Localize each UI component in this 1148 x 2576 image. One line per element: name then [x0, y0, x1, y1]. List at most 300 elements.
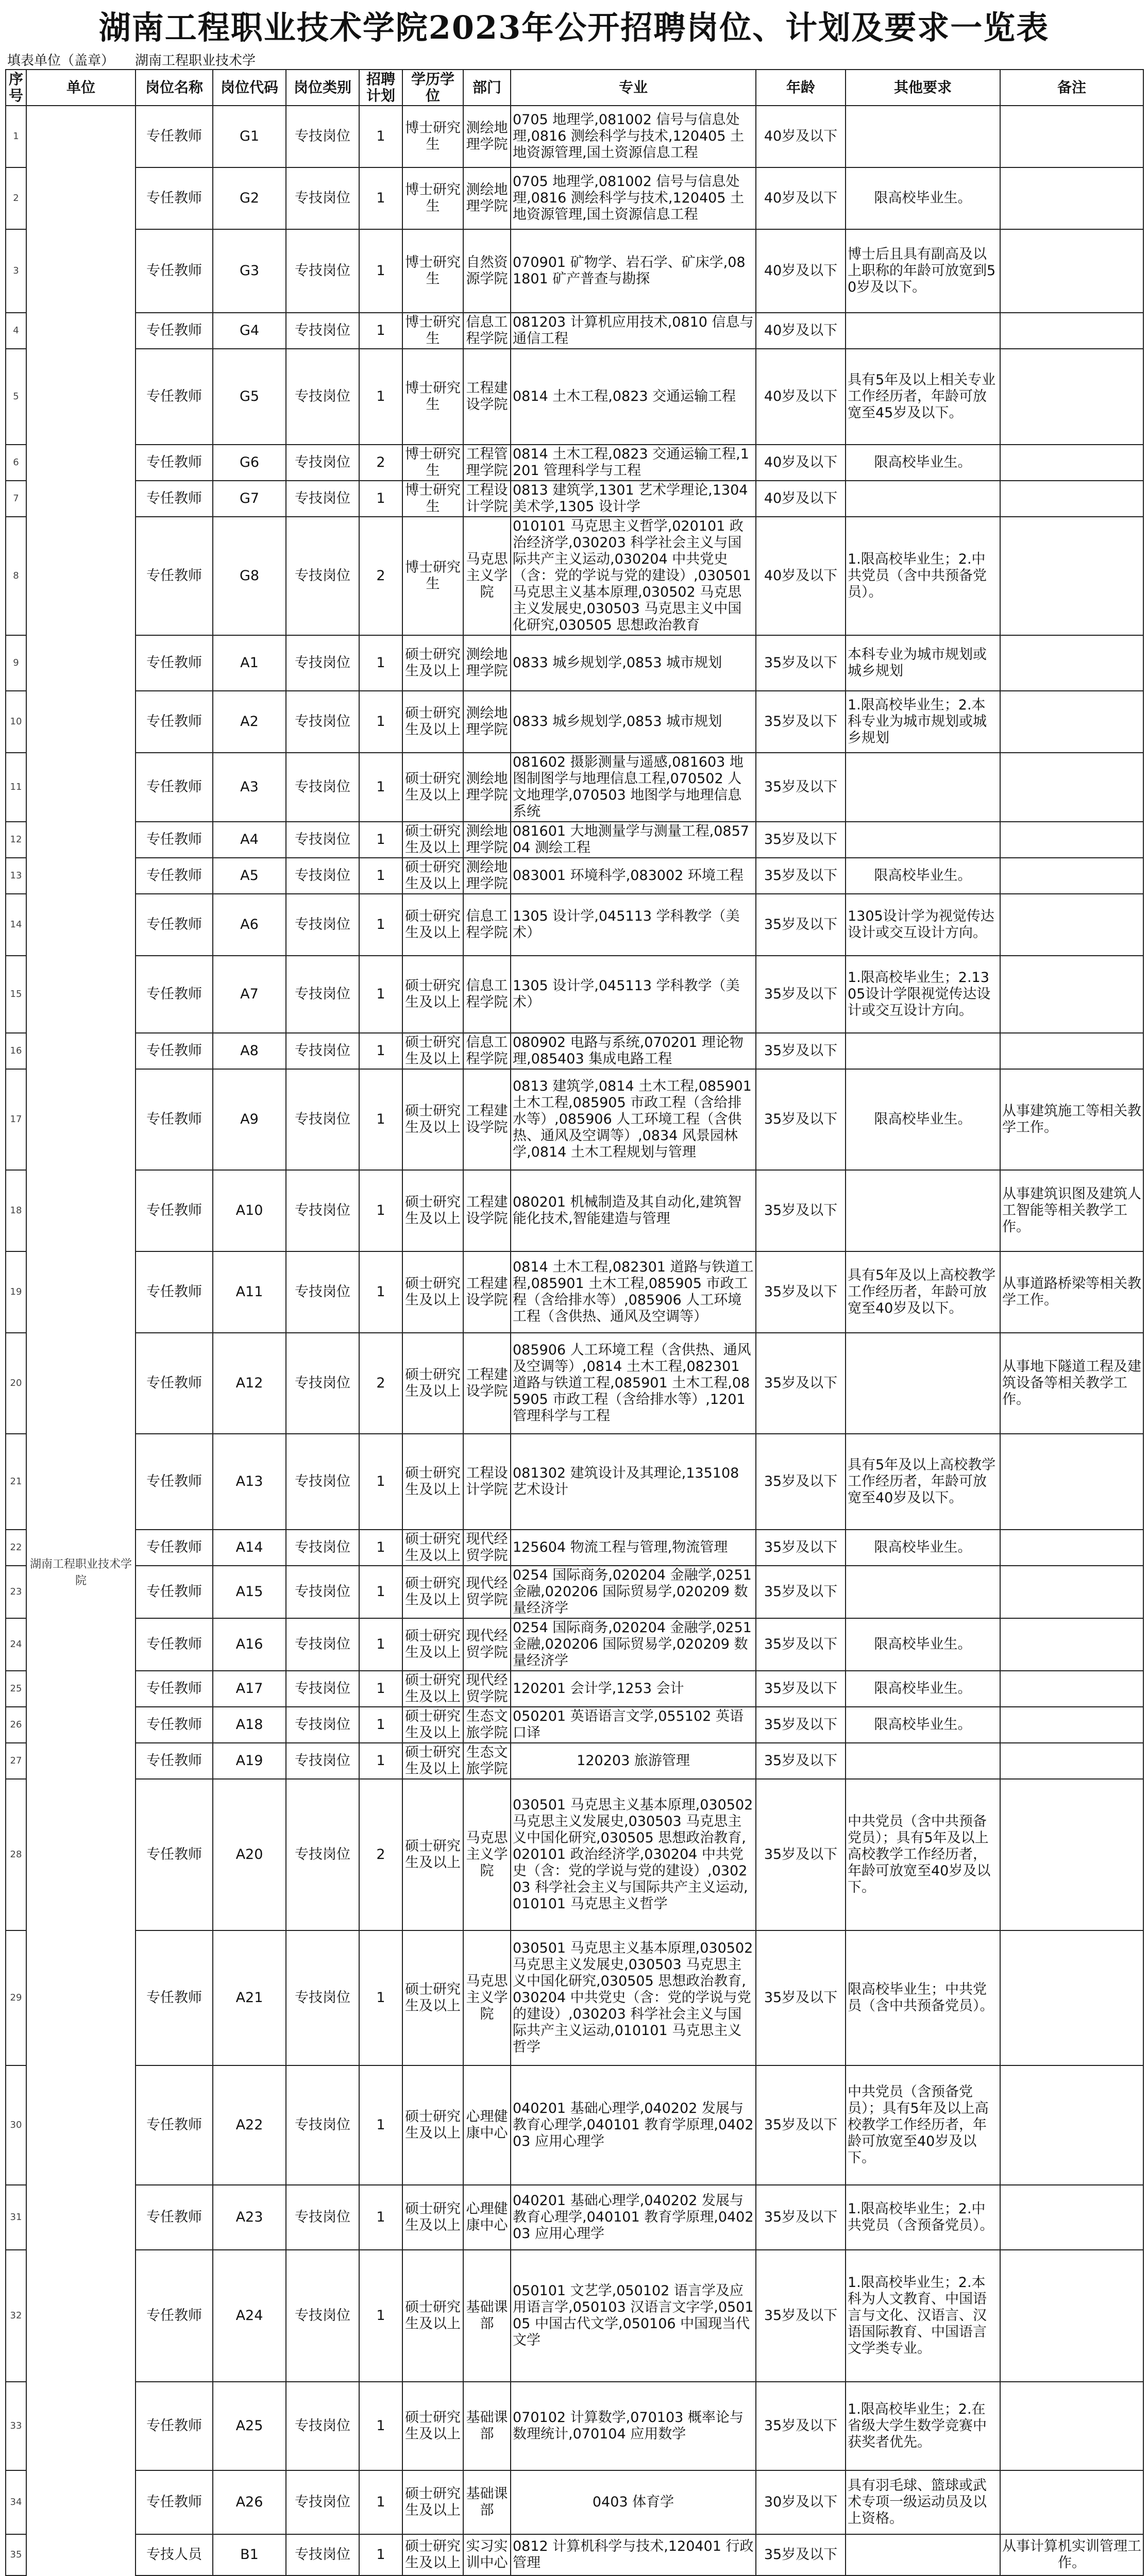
cell-no: 2: [6, 167, 26, 229]
cell-major: 081601 大地测量学与测量工程,085704 测绘工程: [511, 822, 756, 858]
cell-req: [846, 1333, 1000, 1434]
cell-cat: 专技岗位: [286, 1170, 359, 1251]
cell-plan: 1: [359, 1069, 402, 1170]
cell-code: A9: [213, 1069, 286, 1170]
cell-plan: 1: [359, 1170, 402, 1251]
cell-code: A21: [213, 1930, 286, 2065]
cell-degree: 硕士研究生及以上: [402, 635, 463, 691]
cell-name: 专任教师: [136, 106, 213, 167]
cell-plan: 1: [359, 1618, 402, 1671]
cell-degree: 博士研究生: [402, 481, 463, 517]
cell-name: 专任教师: [136, 2065, 213, 2185]
cell-dept: 测绘地理学院: [463, 691, 511, 753]
cell-dept: 马克思主义学院: [463, 1930, 511, 2065]
cell-degree: 硕士研究生及以上: [402, 1930, 463, 2065]
cell-name: 专任教师: [136, 349, 213, 445]
cell-note: [1000, 1743, 1143, 1779]
cell-name: 专任教师: [136, 858, 213, 894]
cell-code: A7: [213, 956, 286, 1033]
cell-age: 35岁及以下: [756, 858, 846, 894]
cell-req: 1.限高校毕业生；2.本科专业为城市规划或城乡规划: [846, 691, 1000, 753]
cell-degree: 硕士研究生及以上: [402, 2470, 463, 2534]
cell-age: 35岁及以下: [756, 1779, 846, 1930]
cell-code: A4: [213, 822, 286, 858]
cell-name: 专任教师: [136, 1779, 213, 1930]
cell-dept: 心理健康中心: [463, 2185, 511, 2250]
cell-dept: 基础课部: [463, 2250, 511, 2382]
cell-cat: 专技岗位: [286, 822, 359, 858]
table-row: [6, 956, 1143, 1033]
cell-code: G5: [213, 349, 286, 445]
cell-degree: 硕士研究生及以上: [402, 1671, 463, 1707]
cell-cat: 专技岗位: [286, 894, 359, 956]
cell-plan: 1: [359, 822, 402, 858]
cell-req: [846, 822, 1000, 858]
cell-cat: 专技岗位: [286, 1707, 359, 1743]
cell-major: 081302 建筑设计及其理论,135108 艺术设计: [511, 1434, 756, 1530]
cell-degree: 硕士研究生及以上: [402, 691, 463, 753]
cell-degree: 硕士研究生及以上: [402, 1743, 463, 1779]
cell-cat: 专技岗位: [286, 1434, 359, 1530]
cell-name: 专任教师: [136, 1671, 213, 1707]
cell-cat: 专技岗位: [286, 2250, 359, 2382]
cell-degree: 硕士研究生及以上: [402, 956, 463, 1033]
cell-note: 从事道路桥梁等相关教学工作。: [1000, 1251, 1143, 1333]
cell-age: 35岁及以下: [756, 1618, 846, 1671]
cell-note: [1000, 229, 1143, 313]
cell-no: 12: [6, 822, 26, 858]
cell-cat: 专技岗位: [286, 2470, 359, 2534]
cell-name: 专任教师: [136, 167, 213, 229]
unit-value: 湖南工程职业技术学: [135, 53, 256, 69]
cell-major: 081203 计算机应用技术,0810 信息与通信工程: [511, 313, 756, 349]
cell-plan: 1: [359, 2534, 402, 2575]
cell-cat: 专技岗位: [286, 1033, 359, 1069]
cell-major: 0254 国际商务,020204 金融学,0251 金融,020206 国际贸易学,020209 数量经济学: [511, 1566, 756, 1618]
cell-no: 5: [6, 349, 26, 445]
cell-code: G2: [213, 167, 286, 229]
cell-name: 专任教师: [136, 2470, 213, 2534]
cell-degree: 博士研究生: [402, 313, 463, 349]
cell-cat: 专技岗位: [286, 2065, 359, 2185]
cell-req: 1.限高校毕业生；2.在省级大学生数学竞赛中获奖者优先。: [846, 2382, 1000, 2470]
cell-age: 35岁及以下: [756, 1930, 846, 2065]
cell-plan: 1: [359, 1033, 402, 1069]
cell-req: 1.限高校毕业生；2.中共党员（含预备党员）。: [846, 2185, 1000, 2250]
cell-req: 1.限高校毕业生；2.中共党员（含中共预备党员）。: [846, 517, 1000, 635]
cell-dept: 测绘地理学院: [463, 753, 511, 822]
cell-no: 25: [6, 1671, 26, 1707]
cell-no: 14: [6, 894, 26, 956]
cell-note: [1000, 313, 1143, 349]
cell-code: A5: [213, 858, 286, 894]
cell-age: 40岁及以下: [756, 481, 846, 517]
cell-no: 23: [6, 1566, 26, 1618]
cell-major: 030501 马克思主义基本原理,030502 马克思主义发展史,030503 马克思主义中国化研究,030505 思想政治教育,020101 政治经济学,030204 中共党史（含：党的学说与党的建设）,030203 科学社会主义与国际共产主义运动,010101 马克思主义哲学: [511, 1779, 756, 1930]
cell-name: 专任教师: [136, 1069, 213, 1170]
cell-age: 35岁及以下: [756, 691, 846, 753]
cell-no: 30: [6, 2065, 26, 2185]
cell-degree: 硕士研究生及以上: [402, 1530, 463, 1566]
cell-cat: 专技岗位: [286, 753, 359, 822]
cell-note: [1000, 956, 1143, 1033]
cell-plan: 2: [359, 1333, 402, 1434]
header-cell: 专业: [511, 70, 756, 106]
cell-code: A22: [213, 2065, 286, 2185]
cell-name: 专任教师: [136, 1033, 213, 1069]
cell-cat: 专技岗位: [286, 2382, 359, 2470]
cell-note: [1000, 2185, 1143, 2250]
cell-age: 40岁及以下: [756, 167, 846, 229]
cell-age: 35岁及以下: [756, 1033, 846, 1069]
cell-age: 40岁及以下: [756, 106, 846, 167]
header-cell: 部门: [463, 70, 511, 106]
cell-age: 35岁及以下: [756, 822, 846, 858]
cell-req: [846, 1170, 1000, 1251]
cell-dept: 工程建设学院: [463, 1333, 511, 1434]
cell-name: 专任教师: [136, 2185, 213, 2250]
cell-major: 1305 设计学,045113 学科教学（美术）: [511, 956, 756, 1033]
table-row: [6, 2470, 1143, 2534]
table-row: [6, 1779, 1143, 1930]
cell-cat: 专技岗位: [286, 167, 359, 229]
cell-req: 限高校毕业生。: [846, 1707, 1000, 1743]
cell-name: 专任教师: [136, 1333, 213, 1434]
cell-plan: 1: [359, 691, 402, 753]
cell-note: [1000, 481, 1143, 517]
cell-degree: 硕士研究生及以上: [402, 1170, 463, 1251]
cell-age: 35岁及以下: [756, 1707, 846, 1743]
cell-no: 18: [6, 1170, 26, 1251]
cell-dept: 信息工程学院: [463, 313, 511, 349]
cell-code: A26: [213, 2470, 286, 2534]
cell-code: A25: [213, 2382, 286, 2470]
cell-age: 35岁及以下: [756, 956, 846, 1033]
cell-plan: 1: [359, 894, 402, 956]
cell-cat: 专技岗位: [286, 858, 359, 894]
cell-no: 4: [6, 313, 26, 349]
table-row: [6, 2382, 1143, 2470]
cell-no: 19: [6, 1251, 26, 1333]
cell-name: 专任教师: [136, 1170, 213, 1251]
header-cell: 备注: [1000, 70, 1143, 106]
cell-cat: 专技岗位: [286, 1743, 359, 1779]
cell-req: [846, 1566, 1000, 1618]
cell-code: G6: [213, 445, 286, 481]
cell-age: 35岁及以下: [756, 2382, 846, 2470]
cell-major: 125604 物流工程与管理,物流管理: [511, 1530, 756, 1566]
cell-name: 专任教师: [136, 1566, 213, 1618]
cell-cat: 专技岗位: [286, 1671, 359, 1707]
cell-plan: 1: [359, 2250, 402, 2382]
cell-code: A19: [213, 1743, 286, 1779]
cell-no: 8: [6, 517, 26, 635]
cell-major: 050101 文艺学,050102 语言学及应用语言学,050103 汉语言文字学,050105 中国古代文学,050106 中国现当代文学: [511, 2250, 756, 2382]
cell-age: 35岁及以下: [756, 635, 846, 691]
cell-degree: 博士研究生: [402, 106, 463, 167]
cell-plan: 2: [359, 517, 402, 635]
cell-req: 限高校毕业生。: [846, 1530, 1000, 1566]
cell-req: 限高校毕业生。: [846, 445, 1000, 481]
cell-name: 专任教师: [136, 822, 213, 858]
cell-plan: 1: [359, 858, 402, 894]
cell-age: 40岁及以下: [756, 445, 846, 481]
cell-degree: 硕士研究生及以上: [402, 894, 463, 956]
cell-degree: 博士研究生: [402, 349, 463, 445]
table-row: [6, 1434, 1143, 1530]
table-row: [6, 1251, 1143, 1333]
cell-code: A11: [213, 1251, 286, 1333]
cell-note: [1000, 1707, 1143, 1743]
cell-note: [1000, 2065, 1143, 2185]
cell-dept: 心理健康中心: [463, 2065, 511, 2185]
cell-dept: 测绘地理学院: [463, 822, 511, 858]
cell-age: 40岁及以下: [756, 349, 846, 445]
table-row: [6, 1170, 1143, 1251]
cell-plan: 1: [359, 2065, 402, 2185]
cell-no: 29: [6, 1930, 26, 2065]
cell-code: B1: [213, 2534, 286, 2575]
cell-dept: 工程建设学院: [463, 1170, 511, 1251]
table-row: [6, 822, 1143, 858]
cell-degree: 硕士研究生及以上: [402, 1566, 463, 1618]
cell-degree: 硕士研究生及以上: [402, 1618, 463, 1671]
cell-no: 33: [6, 2382, 26, 2470]
cell-no: 24: [6, 1618, 26, 1671]
cell-name: 专任教师: [136, 691, 213, 753]
cell-name: 专任教师: [136, 313, 213, 349]
cell-req: 具有5年及以上高校教学工作经历者，年龄可放宽至40岁及以下。: [846, 1434, 1000, 1530]
cell-major: 083001 环境科学,083002 环境工程: [511, 858, 756, 894]
cell-plan: 1: [359, 753, 402, 822]
cell-major: 0705 地理学,081002 信号与信息处理,0816 测绘科学与技术,120405 土地资源管理,国土资源信息工程: [511, 106, 756, 167]
cell-age: 35岁及以下: [756, 2185, 846, 2250]
cell-dept: 工程设计学院: [463, 481, 511, 517]
cell-no: 32: [6, 2250, 26, 2382]
cell-plan: 2: [359, 445, 402, 481]
cell-name: 专任教师: [136, 2250, 213, 2382]
cell-no: 21: [6, 1434, 26, 1530]
cell-req: 限高校毕业生。: [846, 167, 1000, 229]
cell-note: [1000, 635, 1143, 691]
cell-degree: 硕士研究生及以上: [402, 1779, 463, 1930]
cell-dept: 基础课部: [463, 2382, 511, 2470]
cell-note: 从事建筑识图及建筑人工智能等相关教学工作。: [1000, 1170, 1143, 1251]
cell-major: 0833 城乡规划学,0853 城市规划: [511, 635, 756, 691]
cell-req: 限高校毕业生；中共党员（含中共预备党员）。: [846, 1930, 1000, 2065]
cell-cat: 专技岗位: [286, 1930, 359, 2065]
cell-no: 7: [6, 481, 26, 517]
cell-cat: 专技岗位: [286, 635, 359, 691]
cell-dept: 自然资源学院: [463, 229, 511, 313]
cell-note: [1000, 167, 1143, 229]
cell-req: 中共党员（含中共预备党员）；具有5年及以上高校教学工作经历者，年龄可放宽至40岁及以下。: [846, 1779, 1000, 1930]
cell-degree: 博士研究生: [402, 517, 463, 635]
cell-major: 120203 旅游管理: [511, 1743, 756, 1779]
cell-degree: 硕士研究生及以上: [402, 1033, 463, 1069]
cell-plan: 1: [359, 956, 402, 1033]
cell-dept: 现代经贸学院: [463, 1530, 511, 1566]
cell-req: [846, 313, 1000, 349]
cell-req: 具有5年及以上高校教学工作经历者，年龄可放宽至40岁及以下。: [846, 1251, 1000, 1333]
cell-cat: 专技岗位: [286, 229, 359, 313]
cell-plan: 1: [359, 313, 402, 349]
cell-req: [846, 106, 1000, 167]
cell-degree: 硕士研究生及以上: [402, 1333, 463, 1434]
cell-plan: 1: [359, 1530, 402, 1566]
cell-dept: 测绘地理学院: [463, 635, 511, 691]
cell-plan: 1: [359, 2185, 402, 2250]
cell-cat: 专技岗位: [286, 1618, 359, 1671]
cell-code: A1: [213, 635, 286, 691]
cell-code: G4: [213, 313, 286, 349]
cell-req: 限高校毕业生。: [846, 1618, 1000, 1671]
cell-major: 010101 马克思主义哲学,020101 政治经济学,030203 科学社会主义与国际共产主义运动,030204 中共党史（含：党的学说与党的建设）,030501 马克思主义基本原理,030502 马克思主义发展史,030503 马克思主义中国化研究,030505 思想政治教育: [511, 517, 756, 635]
cell-note: [1000, 2470, 1143, 2534]
cell-dept: 测绘地理学院: [463, 106, 511, 167]
cell-age: 35岁及以下: [756, 894, 846, 956]
cell-code: A16: [213, 1618, 286, 1671]
table-body: [6, 106, 1143, 2576]
cell-plan: 1: [359, 1707, 402, 1743]
cell-age: 35岁及以下: [756, 2065, 846, 2185]
cell-code: A15: [213, 1566, 286, 1618]
cell-dept: 生态文旅学院: [463, 1743, 511, 1779]
cell-major: 0403 体育学: [511, 2470, 756, 2534]
cell-major: 120201 会计学,1253 会计: [511, 1671, 756, 1707]
cell-major: 0814 土木工程,0823 交通运输工程,1201 管理科学与工程: [511, 445, 756, 481]
cell-no: 27: [6, 1743, 26, 1779]
cell-code: A10: [213, 1170, 286, 1251]
cell-cat: 专技岗位: [286, 1530, 359, 1566]
cell-req: [846, 1743, 1000, 1779]
table-row: [6, 167, 1143, 229]
cell-req: [846, 753, 1000, 822]
cell-name: 专任教师: [136, 635, 213, 691]
header-cell: 岗位类别: [286, 70, 359, 106]
cell-req: 具有5年及以上相关专业工作经历者，年龄可放宽至45岁及以下。: [846, 349, 1000, 445]
cell-plan: 1: [359, 1671, 402, 1707]
cell-age: 35岁及以下: [756, 1566, 846, 1618]
cell-no: 11: [6, 753, 26, 822]
header-cell: 岗位名称: [136, 70, 213, 106]
cell-cat: 专技岗位: [286, 1566, 359, 1618]
cell-note: [1000, 1566, 1143, 1618]
cell-age: 40岁及以下: [756, 517, 846, 635]
cell-cat: 专技岗位: [286, 1779, 359, 1930]
table-row: [6, 1930, 1143, 2065]
unit-line: [5, 49, 1143, 69]
cell-cat: 专技岗位: [286, 1069, 359, 1170]
cell-age: 35岁及以下: [756, 1434, 846, 1530]
cell-name: 专任教师: [136, 1530, 213, 1566]
cell-dept: 马克思主义学院: [463, 1779, 511, 1930]
cell-age: 35岁及以下: [756, 1743, 846, 1779]
cell-major: 085906 人工环境工程（含供热、通风及空调等）,0814 土木工程,082301 道路与铁道工程,085901 土木工程,085905 市政工程（含给排水等）,1201 管理科学与工程: [511, 1333, 756, 1434]
header-cell: 学历学位: [402, 70, 463, 106]
cell-major: 080902 电路与系统,070201 理论物理,085403 集成电路工程: [511, 1033, 756, 1069]
cell-cat: 专技岗位: [286, 2534, 359, 2575]
cell-no: 16: [6, 1033, 26, 1069]
cell-code: G7: [213, 481, 286, 517]
cell-degree: 硕士研究生及以上: [402, 1434, 463, 1530]
cell-dept: 现代经贸学院: [463, 1566, 511, 1618]
cell-req: 本科专业为城市规划或城乡规划: [846, 635, 1000, 691]
table-row: [6, 1743, 1143, 1779]
cell-code: A18: [213, 1707, 286, 1743]
cell-code: A2: [213, 691, 286, 753]
cell-plan: 1: [359, 106, 402, 167]
table-row: [6, 1566, 1143, 1618]
cell-note: [1000, 2382, 1143, 2470]
cell-no: 6: [6, 445, 26, 481]
cell-degree: 博士研究生: [402, 229, 463, 313]
cell-cat: 专技岗位: [286, 2185, 359, 2250]
cell-plan: 1: [359, 1566, 402, 1618]
cell-degree: 硕士研究生及以上: [402, 822, 463, 858]
cell-note: [1000, 445, 1143, 481]
header-cell: 其他要求: [846, 70, 1000, 106]
cell-dept: 马克思主义学院: [463, 517, 511, 635]
cell-no: 34: [6, 2470, 26, 2534]
cell-req: [846, 1033, 1000, 1069]
table-row: [6, 1530, 1143, 1566]
cell-note: [1000, 1618, 1143, 1671]
cell-age: 35岁及以下: [756, 1170, 846, 1251]
cell-req: 限高校毕业生。: [846, 1671, 1000, 1707]
table-row: [6, 445, 1143, 481]
cell-code: A24: [213, 2250, 286, 2382]
cell-name: 专任教师: [136, 2382, 213, 2470]
cell-req: 限高校毕业生。: [846, 858, 1000, 894]
cell-note: 从事建筑施工等相关教学工作。: [1000, 1069, 1143, 1170]
cell-age: 35岁及以下: [756, 1069, 846, 1170]
cell-note: 从事地下隧道工程及建筑设备等相关教学工作。: [1000, 1333, 1143, 1434]
cell-dept: 工程建设学院: [463, 349, 511, 445]
cell-age: 35岁及以下: [756, 1333, 846, 1434]
table-row: [6, 229, 1143, 313]
cell-no: 35: [6, 2534, 26, 2575]
table-header: [6, 70, 1143, 106]
cell-plan: 1: [359, 229, 402, 313]
cell-major: 0814 土木工程,0823 交通运输工程: [511, 349, 756, 445]
cell-name: 专任教师: [136, 229, 213, 313]
cell-age: 35岁及以下: [756, 1671, 846, 1707]
cell-cat: 专技岗位: [286, 517, 359, 635]
cell-major: 0814 土木工程,082301 道路与铁道工程,085901 土木工程,085905 市政工程（含给排水等）,085906 人工环境工程（含供热、通风及空调等）: [511, 1251, 756, 1333]
cell-no: 3: [6, 229, 26, 313]
cell-dept: 信息工程学院: [463, 894, 511, 956]
cell-name: 专任教师: [136, 1743, 213, 1779]
cell-code: A13: [213, 1434, 286, 1530]
table-row: [6, 517, 1143, 635]
cell-no: 31: [6, 2185, 26, 2250]
cell-code: A14: [213, 1530, 286, 1566]
cell-major: 070102 计算数学,070103 概率论与数理统计,070104 应用数学: [511, 2382, 756, 2470]
cell-name: 专任教师: [136, 753, 213, 822]
cell-dept: 实习实训中心: [463, 2534, 511, 2575]
cell-degree: 硕士研究生及以上: [402, 858, 463, 894]
cell-name: 专任教师: [136, 1930, 213, 2065]
cell-req: 中共党员（含预备党员）；具有5年及以上高校教学工作经历者，年龄可放宽至40岁及以下。: [846, 2065, 1000, 2185]
cell-note: [1000, 349, 1143, 445]
cell-major: 050201 英语语言文学,055102 英语口译: [511, 1707, 756, 1743]
cell-note: [1000, 894, 1143, 956]
cell-code: A12: [213, 1333, 286, 1434]
cell-major: 0812 计算机科学与技术,120401 行政管理: [511, 2534, 756, 2575]
header-cell: 招聘计划: [359, 70, 402, 106]
cell-degree: 硕士研究生及以上: [402, 2534, 463, 2575]
